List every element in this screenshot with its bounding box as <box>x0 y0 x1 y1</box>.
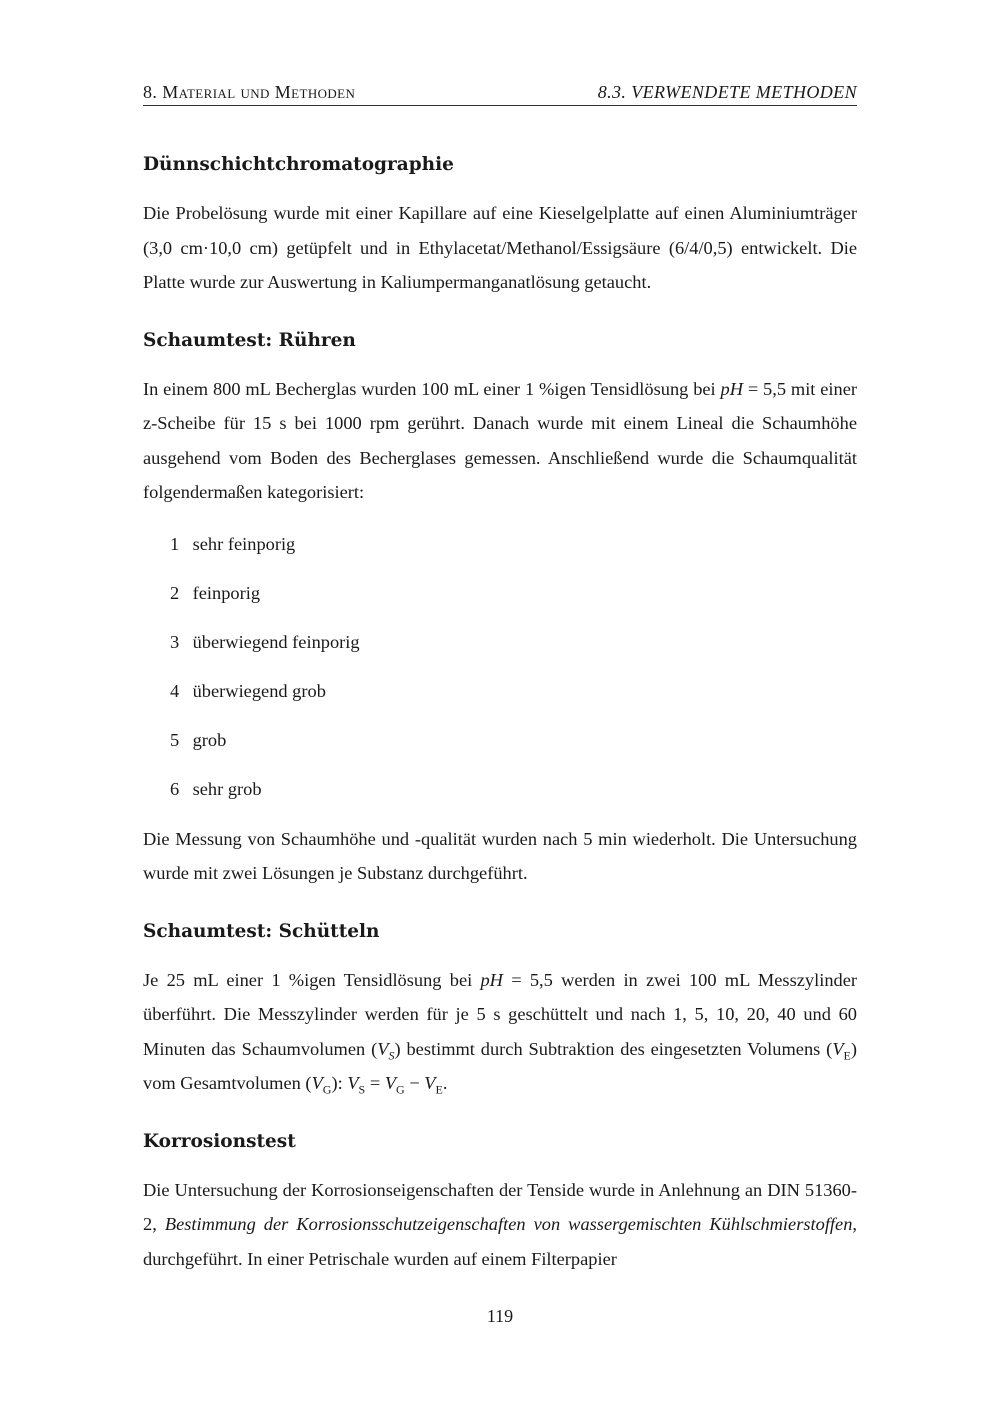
section-heading-dc: Dünnschichtchromatographie <box>143 154 454 175</box>
paragraph-dc: Die Probelösung wurde mit einer Kapillare auf eine Kieselgelplatte auf einen Aluminiumträger (3,0 cm·10,0 cm) getüpfelt und in Ethylacetat/Methanol/Essigsäure (6/4/0,5) entwickelt. Die Platte wurde zur Auswertung in Kaliumpermanganatlösung getaucht. <box>143 203 857 292</box>
list-item: 5 grob <box>170 729 227 750</box>
page-body <box>143 150 857 1276</box>
section-heading-schuetteln: Schaumtest: Schütteln <box>143 920 380 942</box>
section-heading-korrosion: Korrosionstest <box>143 1130 296 1152</box>
paragraph-korrosion: Die Untersuchung der Korrosionseigenschaften der Tenside wurde in Anlehnung an DIN 51360-2, Bestimmung der Korrosionsschutzeigenschaften von wassergemischten Kühlschmierstoffen, durchgeführt. In einer Petrischale wurden auf einem Filterpapier <box>143 1179 858 1269</box>
paragraph-ruehren-1: In einem 800 mL Becherglas wurden 100 mL einer 1 %igen Tensidlösung bei pH = 5,5 mit einer z-Scheibe für 15 s bei 1000 rpm gerührt. Danach wurde mit einem Lineal die Schaumhöhe ausgehend vom Boden des Becherglases gemessen. Anschließend wurde die Schaumqualität folgendermaßen kategorisiert: <box>143 378 858 502</box>
page-number: 119 <box>486 1306 514 1326</box>
list-item: 2 feinporig <box>170 582 261 603</box>
foam-quality-list <box>143 520 857 814</box>
running-header-right: 8.3. VERWENDETE METHODEN <box>597 82 857 102</box>
section-heading-ruehren: Schaumtest: Rühren <box>143 329 356 351</box>
list-item: 1 sehr feinporig <box>170 533 296 554</box>
running-header-left: 8. Material und Methoden <box>143 82 356 102</box>
list-item: 4 überwiegend grob <box>170 680 326 701</box>
paragraph-schuetteln: Je 25 mL einer 1 %igen Tensidlösung bei pH = 5,5 werden in zwei 100 mL Messzylinder überführt. Die Messzylinder werden für je 5 s geschüttelt und nach 1, 5, 10, 20, 40 und 60 Minuten das Schaumvolumen $(V_S)$ bestimmt durch Subtraktion des eingesetzten Volumens $(V_E)$ vom Gesamtvolumen $(V_G)$: $V_S = V_G - V_E$. <box>143 969 858 1097</box>
header-rule <box>143 105 857 106</box>
paragraph-ruehren-2: Die Messung von Schaumhöhe und -qualität wurden nach 5 min wiederholt. Die Untersuchung wurde mit zwei Lösungen je Substanz durchgeführt. <box>143 828 857 883</box>
list-item: 3 überwiegend feinporig <box>170 631 360 652</box>
list-item: 6 sehr grob <box>170 778 262 799</box>
